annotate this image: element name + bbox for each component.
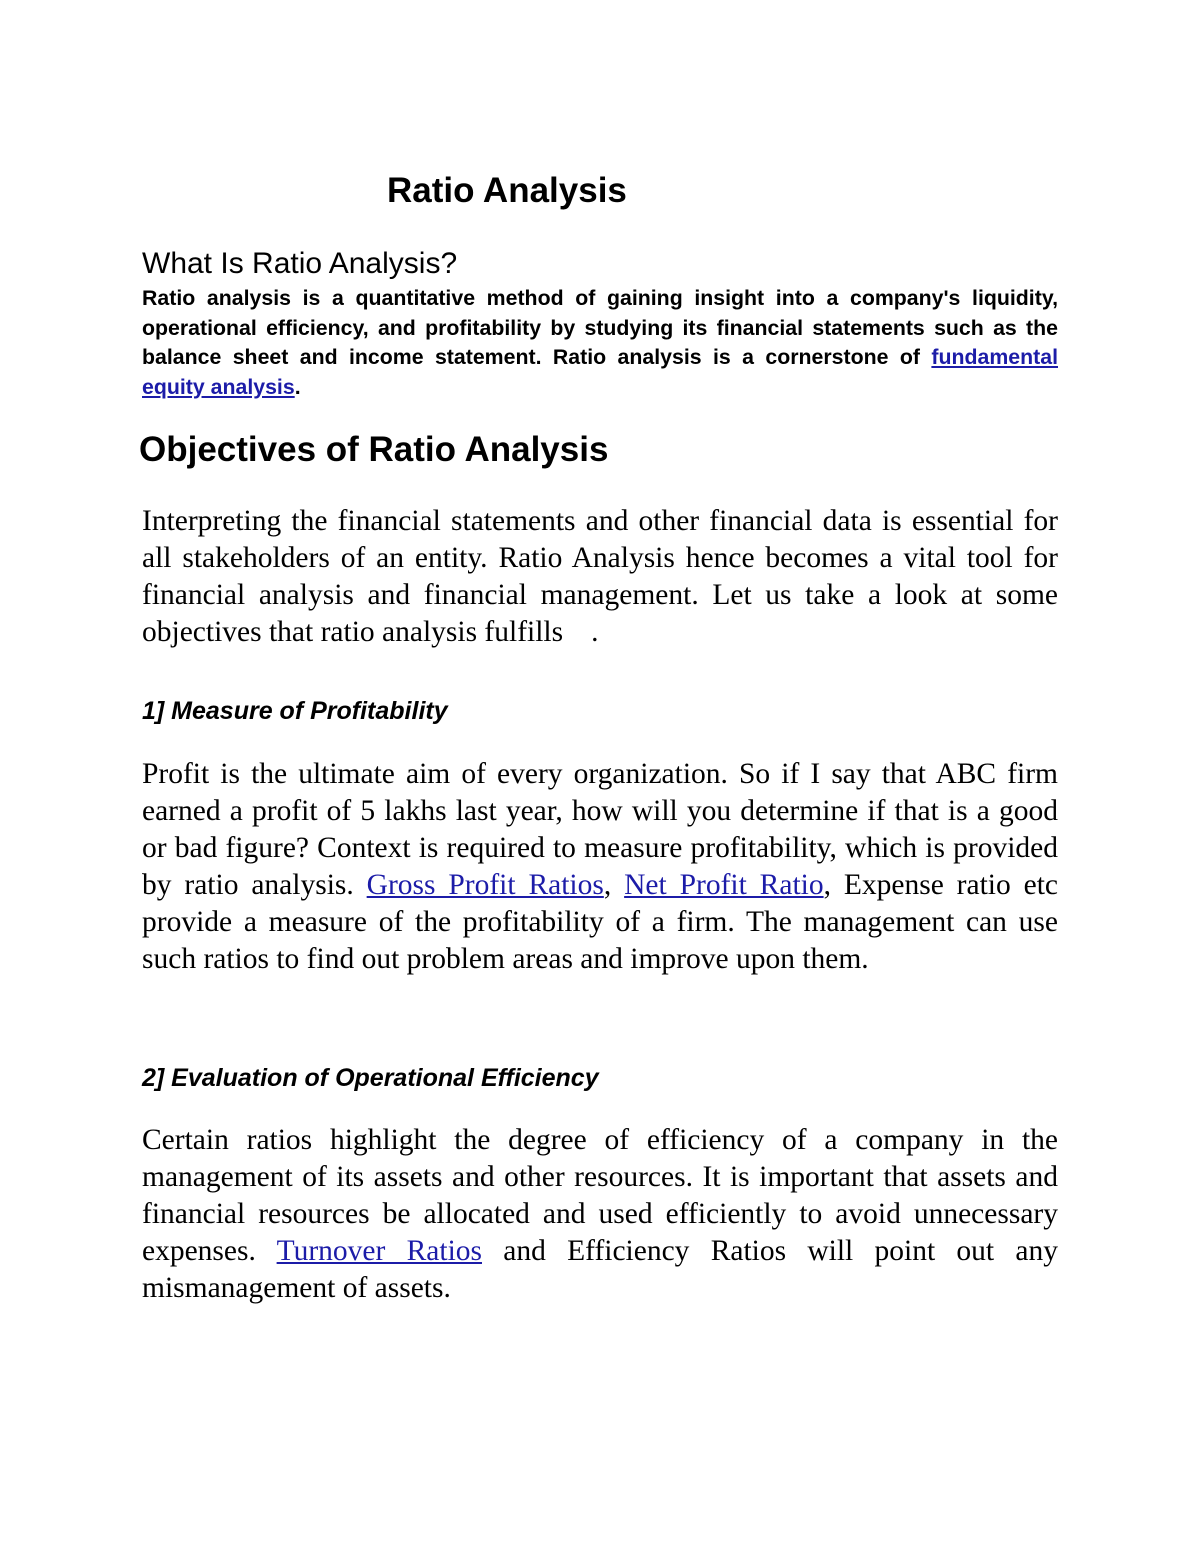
section1-separator: , — [603, 869, 625, 901]
section2-paragraph — [142, 1122, 1058, 1307]
objectives-intro-paragraph — [142, 503, 1058, 651]
objectives-intro-text: Interpreting the financial statements and other financial data is essential for all stakeholders of an entity. Ratio Analysis hence becomes a vital tool for financial analysis and financial management. Let us take a look at some objectives that ratio analysis fulfills — [142, 505, 1058, 648]
intro-period: . — [294, 374, 301, 399]
section1-heading: 1] Measure of Profitability — [142, 697, 448, 725]
section2-text-part2: and Efficiency Ratios will point out any mismanagement of assets. — [142, 1235, 1058, 1304]
document-title: Ratio Analysis — [387, 171, 627, 210]
gross-profit-ratios-link[interactable]: Gross Profit Ratios — [366, 869, 604, 901]
section2-text-part1: Certain ratios highlight the degree of efficiency of a company in the management of its assets and other resources. It is important that assets and financial resources be allocated and used efficiently to avoid unnecessary expenses. — [142, 1124, 1058, 1267]
question-heading: What Is Ratio Analysis? — [142, 247, 458, 280]
intro-paragraph — [142, 284, 1058, 402]
net-profit-ratio-link[interactable]: Net Profit Ratio — [624, 869, 824, 901]
turnover-ratios-link[interactable]: Turnover Ratios — [276, 1235, 482, 1267]
section1-text-part2: , Expense ratio etc provide a measure of the profitability of a firm. The management can use such ratios to find out problem areas and improve upon them. — [142, 869, 1059, 975]
objectives-intro-trailing: . — [591, 616, 599, 648]
fundamental-equity-analysis-link[interactable]: fundamental equity analysis — [142, 345, 1058, 399]
section1-text-part1: Profit is the ultimate aim of every organization. So if I say that ABC firm earned a profit of 5 lakhs last year, how will you determine if that is a good or bad figure? Context is required to measure profitability, which is provided by ratio analysis. — [142, 758, 1058, 901]
section1-paragraph — [142, 756, 1058, 978]
section2-heading: 2] Evaluation of Operational Efficiency — [142, 1064, 599, 1092]
intro-text: Ratio analysis is a quantitative method of gaining insight into a company's liquidity, operational efficiency, and profitability by studying its financial statements such as the balance sheet and income statement. Ratio analysis is a cornerstone of — [142, 286, 1058, 369]
objectives-heading: Objectives of Ratio Analysis — [139, 430, 609, 469]
